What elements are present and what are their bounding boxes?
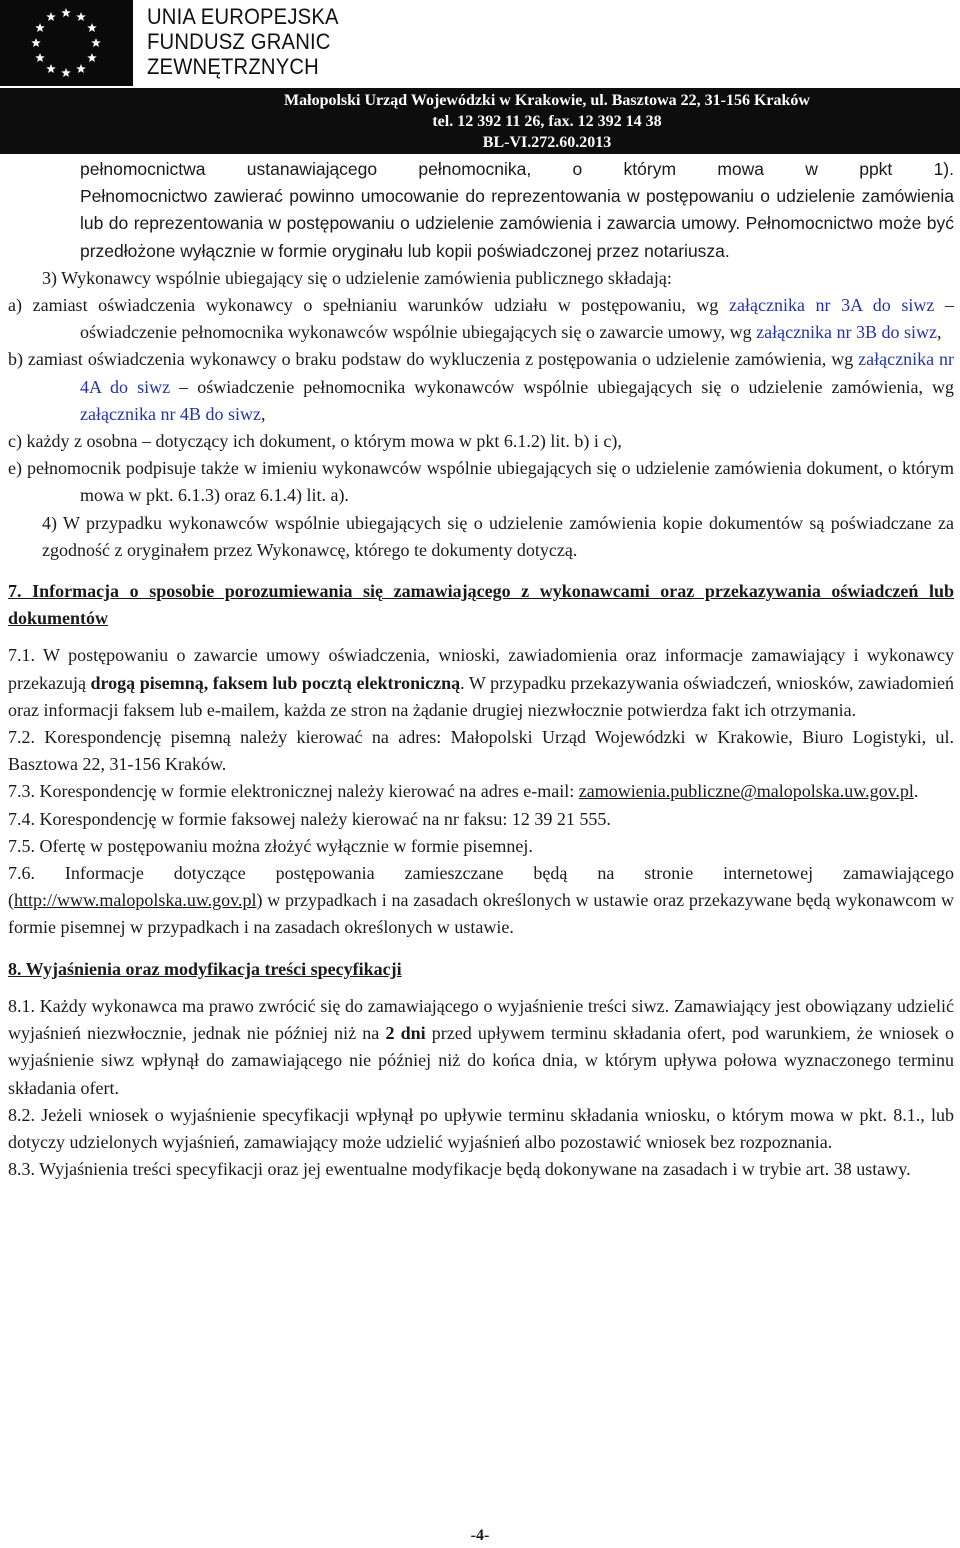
flag-star xyxy=(35,53,45,62)
document-body xyxy=(8,156,954,1183)
text: 7.1. W postępowaniu o zawarcie umowy oświadczenia, wnioski, zawiadomienia oraz informacje zamawiający i wykonawcy przekazują xyxy=(8,645,954,693)
flag-star xyxy=(46,12,56,21)
flag-star xyxy=(76,64,86,73)
text: . W przypadku przekazywania oświadczeń, wniosków, zawiadomień oraz informacji faksem lub e-mailem, każda ze stron na żądanie drugiej niezwłocznie potwierdza fakt ich otrzymania. xyxy=(8,672,954,720)
logo-line: FUNDUSZ GRANIC xyxy=(147,29,331,54)
flag-star xyxy=(76,12,86,21)
eu-fund-logo xyxy=(147,4,355,79)
paragraph-7-1 xyxy=(8,642,954,724)
text: b) zamiast oświadczenia wykonawcy o braku podstaw do wykluczenia z postępowania o udzielenie zamówienia, wg xyxy=(8,349,859,370)
flag-star xyxy=(46,64,56,73)
flag-star xyxy=(87,53,97,62)
logo-line: ZEWNĘTRZNYCH xyxy=(147,54,319,79)
text: . xyxy=(913,781,919,802)
flag-star xyxy=(61,68,71,77)
paragraph-8-1 xyxy=(8,993,954,1102)
text: , xyxy=(260,403,266,424)
flag-star xyxy=(35,23,45,32)
paragraph: Pełnomocnictwo zawierać powinno umocowanie do reprezentowania w postępowaniu o udzielenie zamówienia lub do reprezentowania w postępowaniu o udzielenie zamówienia i zawarcia umowy. Pełnomocnictwo może być przedłożone wyłącznie w formie oryginału lub kopii poświadczonej przez notariusza. xyxy=(80,186,954,261)
text: – oświadczenie pełnomocnika wykonawców wspólnie ubiegających się o udzielenie zamówienia, wg xyxy=(170,376,955,397)
item-b xyxy=(8,346,954,428)
paragraph-3: 3) Wykonawcy wspólnie ubiegający się o udzielenie zamówienia publicznego składają: xyxy=(42,267,672,288)
paragraph-7-5: 7.5. Ofertę w postępowaniu można złożyć wyłącznie w formie pisemnej. xyxy=(8,835,533,856)
header-address-block xyxy=(134,90,960,153)
header-address: Małopolski Urząd Wojewódzki w Krakowie, ul. Basztowa 22, 31-156 Kraków xyxy=(284,92,810,109)
attachment-link[interactable]: załącznika nr 3B do siwz xyxy=(756,322,938,343)
text: ) w przypadkach i na zasadach określonych w ustawie oraz przekazywane będą wykonawcom w formie pisemnej w przypadkach i na zasadach określonych w ustawie. xyxy=(8,890,954,938)
attachment-link[interactable]: załącznika nr 4A do siwz xyxy=(80,349,954,397)
text: , xyxy=(937,322,942,343)
paragraph-8-2: 8.2. Jeżeli wniosek o wyjaśnienie specyfikacji wpłynął po upływie terminu składania wniosku, o którym mowa w pkt. 8.1., lub dotyczy udzielonych wyjaśnień, zamawiający może udzielić wyjaśnień albo pozostawić wniosek bez rozpoznania. xyxy=(8,1104,954,1152)
flag-star xyxy=(61,8,71,17)
paragraph-7-2: 7.2. Korespondencję pisemną należy kierować na adres: Małopolski Urząd Wojewódzki w Krakowie, Biuro Logistyki, ul. Basztowa 22, 31-156 Kraków. xyxy=(8,727,954,775)
item-e: e) pełnomocnik podpisuje także w imieniu wykonawców wspólnie ubiegających się o udzielenie zamówienia dokument, o którym mowa w pkt. 6.1.3) oraz 6.1.4) lit. a). xyxy=(8,458,954,506)
paragraph-7-4: 7.4. Korespondencję w formie faksowej należy kierować na nr faksu: 12 39 21 555. xyxy=(8,808,611,829)
paragraph-8-3: 8.3. Wyjaśnienia treści specyfikacji oraz jej ewentualne modyfikacje będą dokonywane na zasadach i w trybie art. 38 ustawy. xyxy=(8,1159,911,1180)
paragraph-7-6 xyxy=(8,860,954,942)
header-reference: BL-VI.272.60.2013 xyxy=(482,134,612,151)
email-link[interactable]: zamowienia.publiczne@malopolska.uw.gov.pl xyxy=(578,781,914,802)
paragraph: pełnomocnictwa ustanawiającego pełnomocnika, o którym mowa w ppkt 1). xyxy=(80,159,954,179)
emphasis: drogą pisemną, faksem lub pocztą elektroniczną xyxy=(90,672,461,693)
attachment-link[interactable]: załącznika nr 3A do siwz xyxy=(729,295,935,316)
item-a xyxy=(8,292,954,346)
logo-line: UNIA EUROPEJSKA xyxy=(147,4,339,29)
paragraph-7-3 xyxy=(8,778,954,805)
eu-flag-icon xyxy=(0,0,133,86)
text: przed upływem terminu składania ofert, pod warunkiem, że wniosek o wyjaśnienie siwz wpłynął do zamawiającego nie później niż do końca dnia, w którym upływa połowa wyznaczonego terminu składania ofert. xyxy=(8,1023,954,1098)
text: 7.6. Informacje dotyczące postępowania zamieszczane będą na stronie internetowej zamawiającego ( xyxy=(8,863,954,911)
text: a) zamiast oświadczenia wykonawcy o spełnianiu warunków udziału w postępowaniu, wg xyxy=(8,295,719,316)
paragraph-4: 4) W przypadku wykonawców wspólnie ubiegających się o udzielenie zamówienia kopie dokumentów są poświadczane za zgodność z oryginałem przez Wykonawcę, którego te dokumenty dotyczą. xyxy=(42,512,954,560)
header-phone: tel. 12 392 11 26, fax. 12 392 14 38 xyxy=(432,113,662,130)
flag-star xyxy=(31,38,41,47)
text: – oświadczenie pełnomocnika wykonawców wspólnie ubiegających się o zawarcie umowy, wg xyxy=(80,295,954,343)
text: 7.3. Korespondencję w formie elektronicznej należy kierować na adres e-mail: xyxy=(8,781,579,802)
attachment-link[interactable]: załącznika nr 4B do siwz xyxy=(80,403,261,424)
emphasis: 2 dni xyxy=(385,1023,426,1044)
flag-star xyxy=(91,38,101,47)
section-heading: 8. Wyjaśnienia oraz modyfikacja treści specyfikacji xyxy=(8,958,402,979)
page-number: -4- xyxy=(470,1527,490,1544)
section6-continuation xyxy=(8,156,954,265)
text: 8.1. Każdy wykonawca ma prawo zwrócić się do zamawiającego o wyjaśnienie treści siwz. Zamawiający jest obowiązany udzielić wyjaśnień niezwłocznie, jednak nie później niż na xyxy=(8,995,954,1044)
item-c: c) każdy z osobna – dotyczący ich dokument, o którym mowa w pkt 6.1.2) lit. b) i c), xyxy=(8,431,622,452)
section-heading: 7. Informacja o sposobie porozumiewania się zamawiającego z wykonawcami oraz przekazywania oświadczeń lub dokumentów xyxy=(8,581,954,629)
website-link[interactable]: http://www.malopolska.uw.gov.pl xyxy=(14,890,257,911)
flag-star xyxy=(87,23,97,32)
letterhead xyxy=(0,0,960,154)
